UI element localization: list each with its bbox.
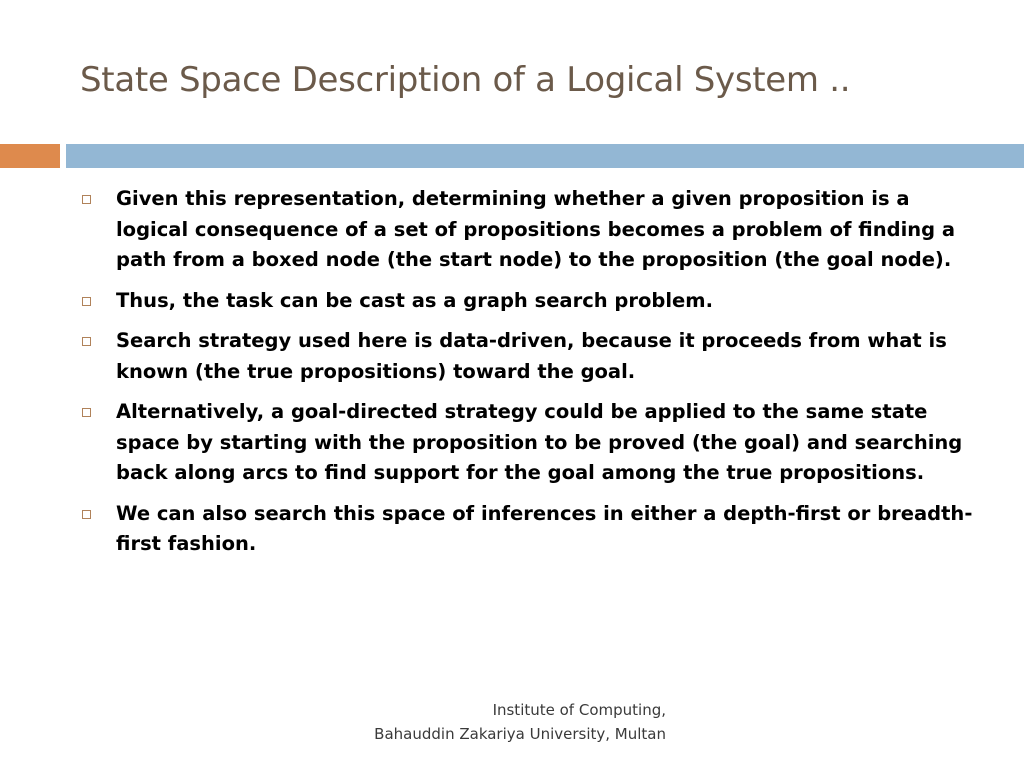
bullet-text: We can also search this space of inferences in either a depth-first or breadth-first fashion. — [116, 501, 973, 555]
bullet-item — [80, 184, 985, 276]
bullet-text: Search strategy used here is data-driven, because it proceeds from what is known (the true propositions) toward the goal. — [116, 329, 947, 383]
footer — [374, 698, 666, 746]
bullet-item — [80, 397, 985, 489]
bullet-item — [80, 326, 985, 387]
slide-title: State Space Description of a Logical System .. — [80, 60, 851, 100]
bullet-text: Given this representation, determining whether a given proposition is a logical consequence of a set of propositions becomes a problem of finding a path from a boxed node (the start node) to the proposition (the goal node). — [116, 187, 956, 271]
hollow-square-bullet-icon — [82, 195, 91, 204]
footer-institute: Institute of Computing, — [492, 701, 666, 719]
bullet-text: Thus, the task can be cast as a graph search problem. — [116, 288, 713, 312]
accent-bar-orange — [0, 144, 60, 168]
hollow-square-bullet-icon — [82, 297, 91, 306]
footer-university: Bahauddin Zakariya University, Multan — [374, 725, 666, 743]
bullet-list — [80, 184, 985, 570]
bullet-item — [80, 286, 985, 317]
hollow-square-bullet-icon — [82, 510, 91, 519]
hollow-square-bullet-icon — [82, 337, 91, 346]
accent-bar-blue — [66, 144, 1024, 168]
bullet-text: Alternatively, a goal-directed strategy could be applied to the same state space by starting with the proposition to be proved (the goal) and searching back along arcs to find support for the goal among the true propositions. — [116, 400, 963, 484]
bullet-item — [80, 499, 985, 560]
hollow-square-bullet-icon — [82, 408, 91, 417]
